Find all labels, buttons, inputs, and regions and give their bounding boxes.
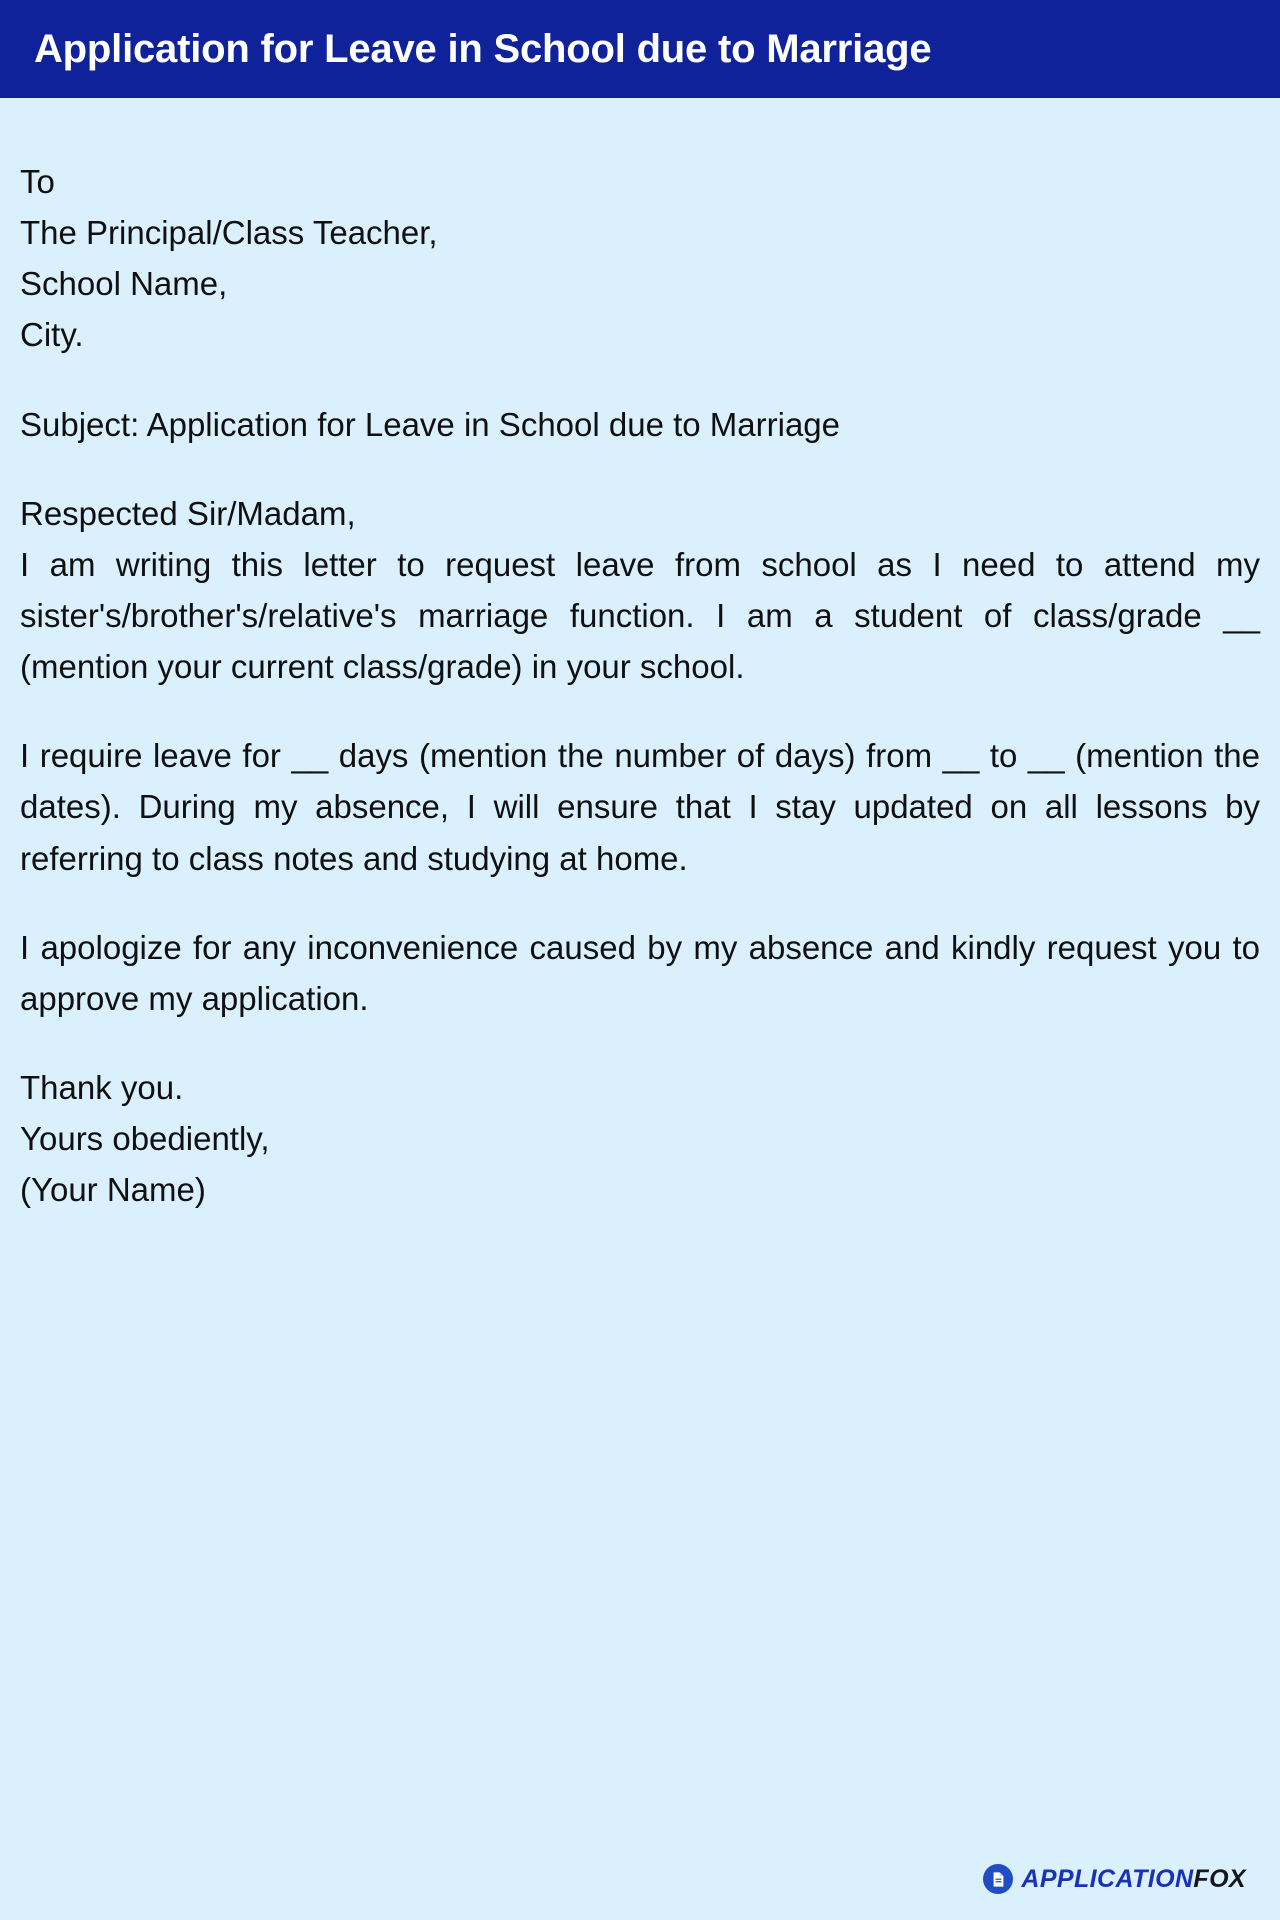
subject-line: Subject: Application for Leave in School due to Marriage: [20, 405, 841, 443]
letter-body: [0, 98, 1280, 1864]
paragraph-3: I apologize for any inconvenience caused by my absence and kindly request you to approve my application.: [20, 928, 1260, 1017]
paragraph-2: I require leave for __ days (mention the number of days) from __ to __ (mention the dates). During my absence, I will ensure that I stay updated on all lessons by referring to class notes and studying at home.: [20, 737, 1260, 877]
brand-name-secondary: FOX: [1193, 1864, 1246, 1893]
address-line: To: [20, 163, 55, 200]
header-bar: [0, 0, 1280, 98]
page-title: Application for Leave in School due to Marriage: [34, 27, 932, 71]
salutation-and-paragraph-1: [20, 488, 1260, 693]
brand-logo-text: [1021, 1864, 1246, 1893]
address-line: City.: [20, 316, 84, 354]
address-block: [20, 156, 1260, 361]
brand-logo: [983, 1864, 1246, 1894]
paragraph-3-block: [20, 922, 1260, 1024]
brand-name-primary: APPLICATION: [1021, 1864, 1194, 1893]
address-line: The Principal/Class Teacher,: [20, 214, 438, 252]
closing-block: [20, 1062, 1260, 1215]
paragraph-1: I am writing this letter to request leave from school as I need to attend my sister's/brother's/relative's marriage function. I am a student of class/grade __ (mention your current class/grade) in your school.: [20, 545, 1260, 686]
footer: [0, 1864, 1280, 1920]
address-line: School Name,: [20, 265, 228, 303]
signature-name: (Your Name): [20, 1171, 206, 1209]
document-circle-icon: [983, 1864, 1013, 1894]
subject-block: [20, 399, 1260, 450]
closing-line: Yours obediently,: [20, 1120, 270, 1158]
closing-line: Thank you.: [20, 1068, 184, 1106]
salutation: Respected Sir/Madam,: [20, 494, 356, 532]
paragraph-2-block: [20, 730, 1260, 883]
